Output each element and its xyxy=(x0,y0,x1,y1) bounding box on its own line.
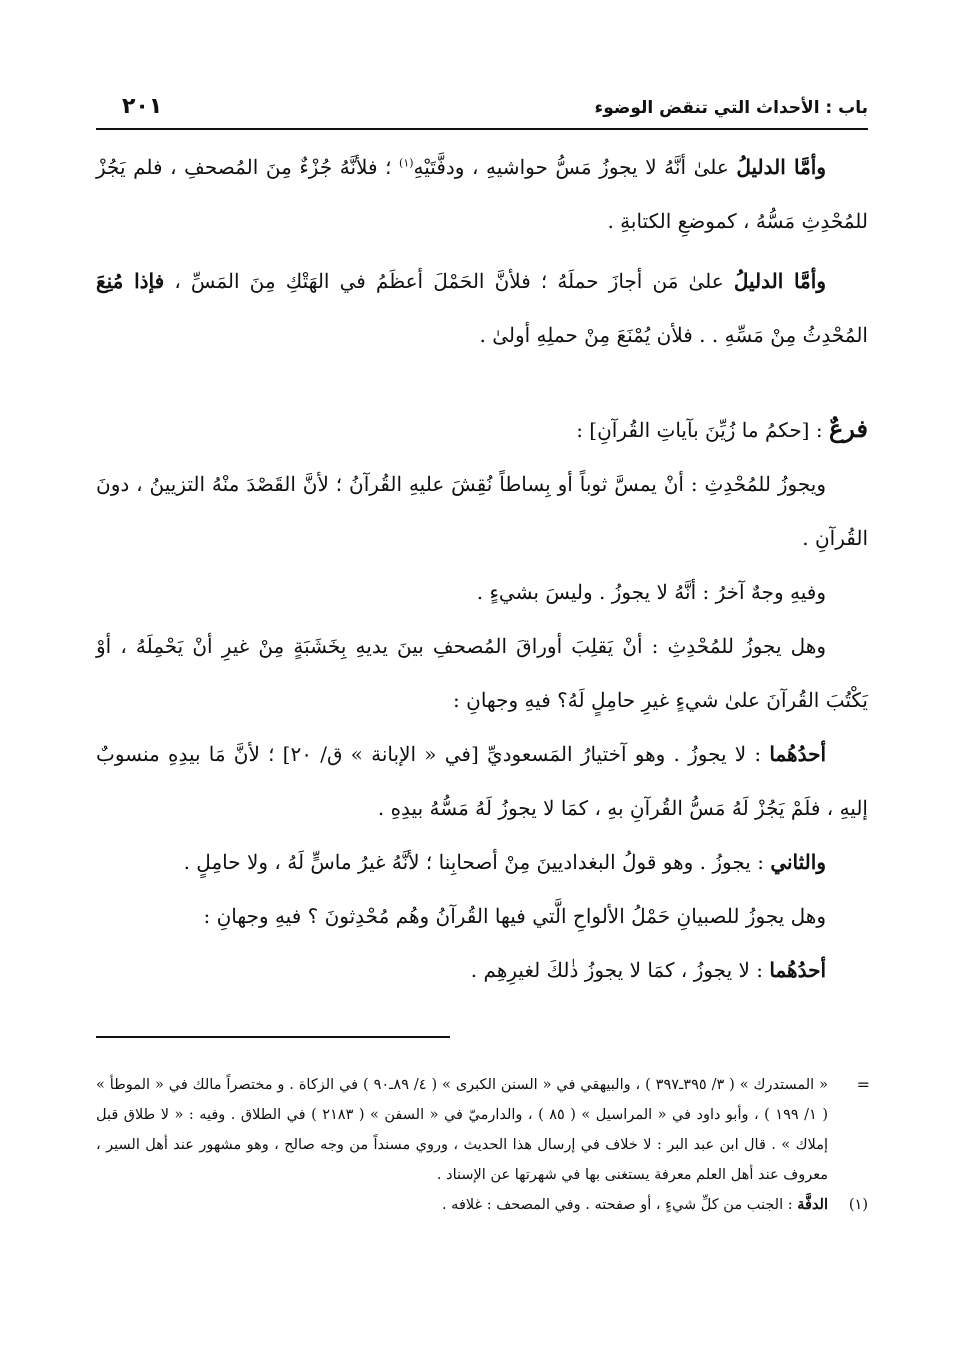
page-number: ٢٠١ xyxy=(122,94,163,119)
footnote-text: : الجنب من كلِّ شيءٍ ، أو صفحته . وفي المصحف : غلافه . xyxy=(441,1197,798,1213)
paragraph-6 xyxy=(96,727,868,835)
paragraph-4: وفيهِ وجهٌ آخرُ : أنَّهُ لا يجوزُ . وليسَ بشيءٍ . xyxy=(476,580,826,604)
paragraph-text: : لا يجوزُ . وهو آختيارُ المَسعوديِّ [في « الإبانة » ق/ ٢٠] ؛ لأنَّ مَا بيدِهِ منسوبٌ إليهِ ، فلَمْ يَجُزْ لَهُ مَسُّ القُرآنِ بهِ ، كمَا لا يجوزُ لَهُ مَسُّهُ بيدِهِ . xyxy=(96,742,868,820)
paragraph-text: : لا يجوزُ ، كمَا لا يجوزُ ذٰلكَ لغيرِهِم . xyxy=(470,958,770,982)
section-heading-text: : [حكمُ ما زُيِّنَ بآياتِ القُرآنِ] : xyxy=(576,418,829,442)
footnote-1 xyxy=(96,1190,868,1220)
running-header xyxy=(96,92,868,130)
paragraph-5: وهل يجوزُ للمُحْدِثِ : أنْ يَقلِبَ أوراقَ المُصحفِ بينَ يديهِ بِخَشَبَةٍ مِنْ غيرِ أنْ يَحْمِلَهُ ، أوْ يَكْتُبَ القُرآنَ علىٰ شيءٍ غيرِ حامِلٍ لَهُ؟ فيهِ وجهانِ : xyxy=(96,634,868,712)
footnote-number: (١) xyxy=(848,1197,868,1213)
footnote-continuation-text: « المستدرك » ( ٣/ ٣٩٥ـ٣٩٧ ) ، والبيهقي في « السنن الكبرى » ( ٤/ ٨٩ـ٩٠ ) في الزكاة . و مختصراً مالك في « الموطأ » ( ١/ ١٩٩ ) ، وأبو داود في « المراسيل » ( ٨٥ ) ، والدارميّ في « السفن » ( ٢١٨٣ ) في الطلاق . وفيه : « لا طلاق قبل إملاك » . قال ابن عبد البر : لا خلاف في إرسال هذا الحديث ، وروي مسنداً من وجه صالح ، وهو مشهور عند أهل السير ، معروف عند أهل العلم معرفة يستغنى بها في شهرتها عن الإسناد . xyxy=(96,1077,828,1183)
paragraph-lead: أحدُهُما xyxy=(769,958,826,982)
paragraph-text: : يجوزُ . وهو قولُ البغداديينَ مِنْ أصحابِنا ؛ لأنَّهُ غيرُ ماسٍّ لَهُ ، ولا حامِلٍ . xyxy=(183,850,771,874)
footnote-reference[interactable]: (١) xyxy=(399,156,414,170)
paragraph-text: ؛ فلأنَّهُ جُزْءٌ مِنَ المُصحفِ ، فلم يَجُزْ للمُحْدِثِ مَسُّهُ ، كموضعِ الكتابةِ . xyxy=(96,155,868,233)
chapter-title: باب : الأحداث التي تنقض الوضوء xyxy=(594,98,868,118)
footnotes xyxy=(96,1070,868,1220)
paragraph-8: وهل يجوزُ للصبيانِ حَمْلُ الألواحِ الَّتي فيها القُرآنُ وهُم مُحْدِثونَ ؟ فيهِ وجهانِ : xyxy=(203,904,826,928)
paragraph-lead: فإذا مُنِعَ xyxy=(96,269,165,293)
paragraph-lead: أحدُهُما xyxy=(769,742,826,766)
paragraph-text: علىٰ أنَّهُ لا يجوزُ مَسُّ حواشيهِ ، ودفَّتَيْهِ xyxy=(413,155,737,179)
footnote-continuation xyxy=(96,1070,868,1190)
section-heading-far3 xyxy=(96,402,868,457)
far3-label: فرعٌ xyxy=(828,414,868,443)
footnote-divider xyxy=(96,1036,450,1038)
paragraph-text: المُحْدِثُ مِنْ مَسِّهِ . . فلأن يُمْنَعَ مِنْ حملِهِ أولىٰ . xyxy=(479,323,868,347)
paragraph-2 xyxy=(96,254,868,362)
paragraph-lead: والثاني xyxy=(770,850,826,874)
paragraph-lead: وأمَّا الدليلُ xyxy=(733,269,826,293)
paragraph-text: علىٰ مَن أجازَ حملَهُ ؛ فلأنَّ الحَمْلَ أعظَمُ في الهَتْكِ مِنَ المَسِّ ، xyxy=(164,269,734,293)
paragraph-1 xyxy=(96,140,868,248)
paragraph-3: ويجوزُ للمُحْدِثِ : أنْ يمسَّ ثوباً أو بِساطاً نُقِشَ عليهِ القُرآنُ ؛ لأنَّ القَصْدَ منْهُ التزيينُ ، دونَ القُرآنِ . xyxy=(96,472,868,550)
footnote-lead: الدفَّة xyxy=(797,1196,828,1213)
paragraph-lead: وأمَّا الدليلُ xyxy=(736,155,826,179)
main-text xyxy=(96,140,868,997)
continuation-marker: = xyxy=(856,1075,870,1094)
paragraph-9 xyxy=(96,943,868,997)
paragraph-7 xyxy=(96,835,868,889)
